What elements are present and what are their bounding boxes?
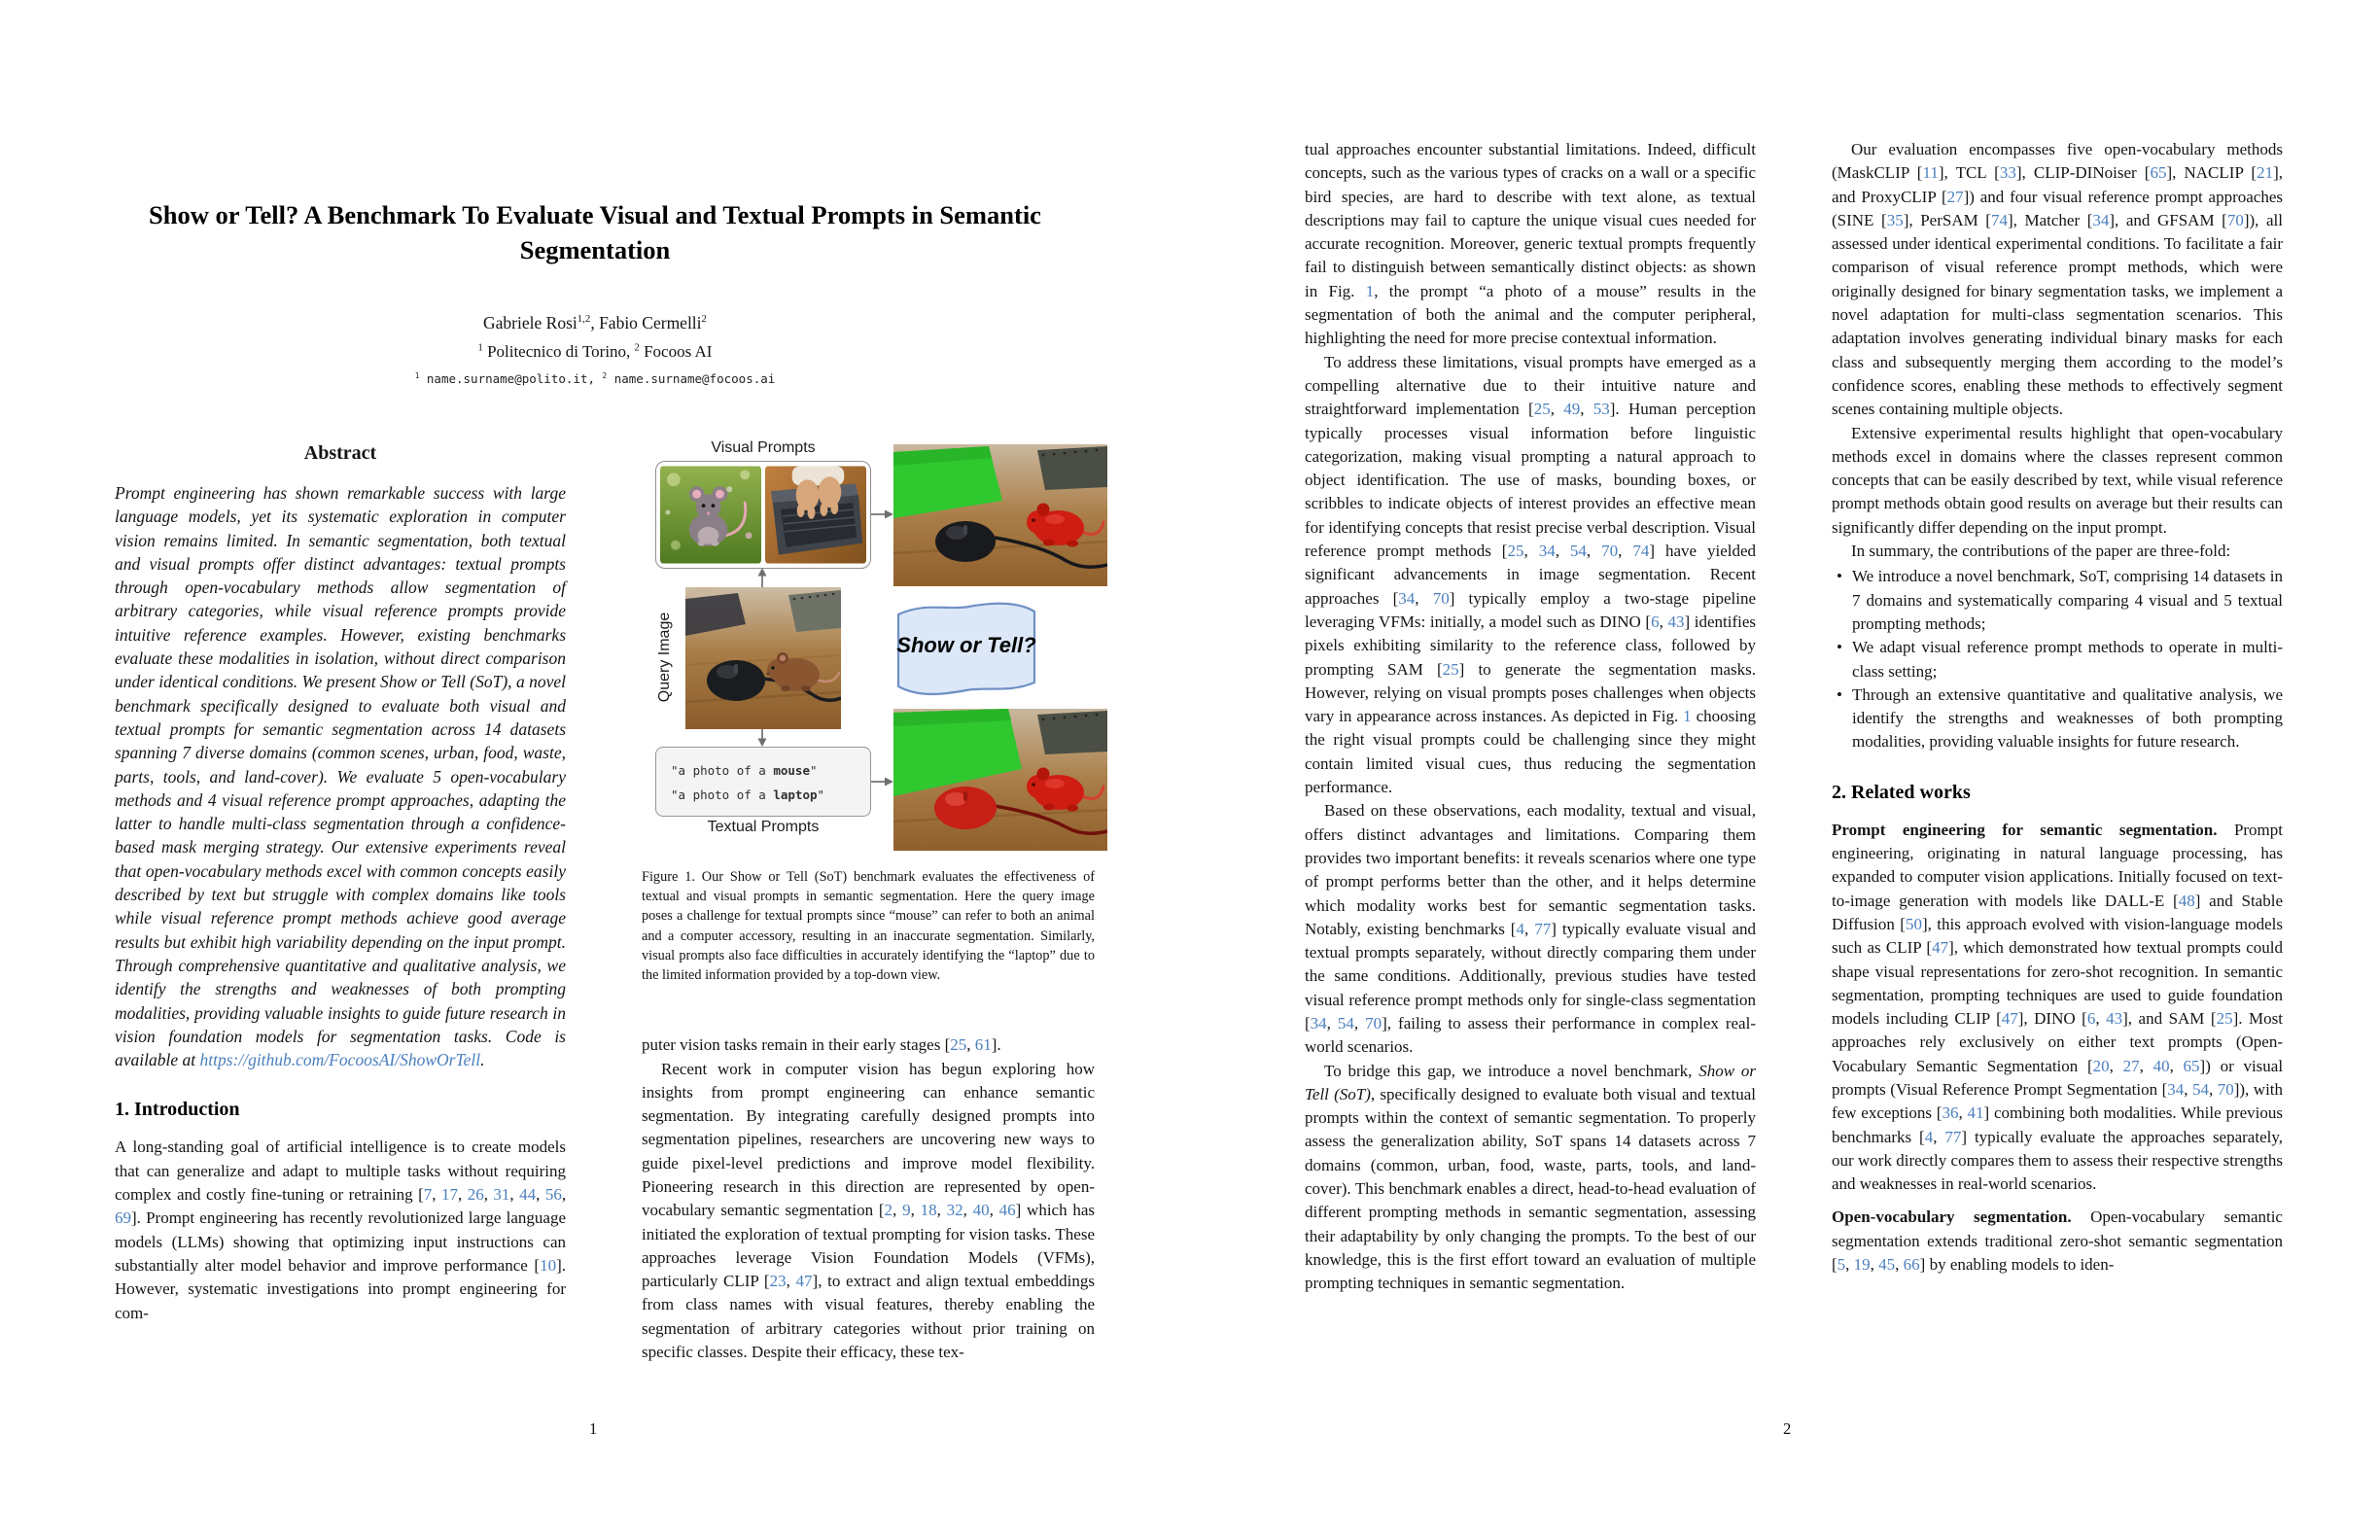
textual-prompts-box: [655, 747, 871, 817]
related-paragraph-open-vocabulary: Open-vocabulary segmentation. Open-vocabulary semantic segmentation extends traditional zero-shot semantic segmentation [5, 19, 45, 66] by enabling models to iden-: [1832, 1208, 2283, 1275]
citation-ref[interactable]: 1: [1365, 281, 1375, 300]
textual-prompt-result-image: [893, 709, 1107, 851]
citation-ref[interactable]: 25: [2216, 1009, 2233, 1029]
citation-ref[interactable]: 10: [540, 1255, 557, 1275]
citation-ref[interactable]: 45: [1878, 1255, 1896, 1275]
body-paragraph-recent-work: Recent work in computer vision has begun exploring how insights from prompt engineering can enhance semantic segmentation. By integrating carefully designed prompts into segmentation pipelines, researchers are uncovering new ways to guide pixel-level predictions and improve model flexibility. Pioneering research in this direction are represented by open-vocabulary semantic segmentation [2, 9, 18, 32, 40, 46] which has initiated the exploration of textual prompting for vision tasks. These approaches leverage Vision Foundation Models (VFMs), particularly CLIP [23, 47], to extract and align textual embeddings from class names with visual features, thereby enabling the segmentation of arbitrary categories without prior training on specific classes. Despite their efficacy, these tex-: [642, 1059, 1096, 1362]
citation-ref[interactable]: 17: [441, 1185, 458, 1205]
citation-ref[interactable]: 65: [2150, 163, 2167, 183]
citation-ref[interactable]: 32: [946, 1201, 963, 1220]
citation-ref[interactable]: 50: [1905, 914, 1922, 933]
figure-caption: Figure 1. Our Show or Tell (SoT) benchmark evaluates the effectiveness of textual and visual prompts in semantic segmentation. Here the query image poses a challenge for textual prompts since “mouse” can refer to both an animal and a computer accessory, resulting in an inaccurate segmentation. Similarly, visual prompts also face difficulties in accurately identifying the “laptop” due to the limited information provided by a top-down view.: [642, 869, 1095, 984]
citation-ref[interactable]: 74: [1632, 542, 1650, 561]
citation-ref[interactable]: 6: [1651, 612, 1660, 631]
body-paragraph-limitations: tual approaches encounter substantial limitations. Indeed, difficult concepts, such as the various types of cracks on a wall or a specific bird species, are hard to describe with text alone, as textual descriptions may fail to capture the unique visual cues needed for accurate recognition. Moreover, generic textual prompts frequently fail to distinguish between semantically distinct objects: as shown in Fig. 1, the prompt “a photo of a mouse” results in the segmentation of both the animal and the computer peripheral, highlighting the need for more precise contextual information.: [1305, 140, 1756, 348]
citation-ref[interactable]: 27: [2122, 1056, 2140, 1075]
paper-page-2: [1190, 0, 2380, 1540]
body-paragraph-contributions-intro: In summary, the contributions of the paper are three-fold:: [1851, 542, 2231, 561]
body-paragraph-visual-prompts: To address these limitations, visual prompts have emerged as a compelling alternative due to their intuitive nature and straightforward implementation [25, 49, 53]. Human perception typically processes visual information before linguistic categorization, making visual prompting a natural approach to object identification. The use of masks, bounding boxes, or scribbles to indicate objects of interest provides an effective mean for identifying concepts that resist precise verbal description. Visual reference prompt methods [25, 34, 54, 70, 74] have yielded significant advancements in image segmentation. Recent approaches [34, 70] typically employ a two-stage pipeline leveraging VFMs: initially, a model such as DINO [6, 43] identifies pixels exhibiting similarity to the reference class, followed by prompting SAM [25] to generate the segmentation masks. However, relying on visual prompts poses challenges when objects vary in appearance across instances. As depicted in Fig. 1 choosing the right visual prompts could be challenging since they might contain limited visual cues, thus reducing the segmentation performance.: [1305, 352, 1757, 797]
citation-ref[interactable]: 41: [1967, 1103, 1984, 1123]
abstract-heading: Abstract: [303, 442, 377, 464]
citation-ref[interactable]: 27: [1946, 187, 1964, 206]
citation-ref[interactable]: 11: [1922, 163, 1939, 183]
paper-title: Show or Tell? A Benchmark To Evaluate Visual and Textual Prompts in Semantic Segmentation: [149, 200, 1041, 264]
citation-ref[interactable]: 70: [1432, 588, 1450, 608]
citation-ref[interactable]: 56: [544, 1185, 562, 1205]
citation-ref[interactable]: 70: [2226, 210, 2244, 229]
arrow-visual-to-result: [871, 508, 893, 520]
arrow-query-to-visual: [756, 568, 768, 587]
visual-prompt-animal-mouse-image: [660, 466, 761, 564]
contribution-item-3: • Through an extensive quantitative and qualitative analysis, we identify the strengths and weaknesses of both prompting modalities, providing valuable insights for future research.: [1832, 683, 2283, 754]
body-paragraph-results: Extensive experimental results highlight that open-vocabulary methods excel in domains where the classes represent common concepts that can be easily described by text, while visual reference prompt methods obtain good results on average but their results can significantly differ depending on the input prompt.: [1832, 423, 2283, 537]
visual-prompt-laptop-image: [765, 466, 866, 564]
contributions-list: [1832, 565, 2283, 753]
citation-ref[interactable]: 54: [1569, 542, 1587, 561]
citation-ref[interactable]: 77: [1944, 1127, 1962, 1146]
related-works-heading: 2. Related works: [1832, 781, 1971, 803]
citation-ref[interactable]: 36: [1942, 1103, 1959, 1123]
visual-prompt-result-image: [893, 444, 1107, 586]
citation-ref[interactable]: 25: [950, 1035, 967, 1055]
body-paragraph-bridge-gap: To bridge this gap, we introduce a novel benchmark, Show or Tell (SoT), specifically designed to evaluate both visual and textual prompts within the context of semantic segmentation. To properly assess the generalization ability, SoT spans 14 datasets across 7 domains (common, urban, food, waste, parts, tools, and land-cover). This benchmark enables a direct, head-to-head evaluation of different prompting methods in semantic segmentation, assessing their adaptability by only changing the prompts. To the best of our knowledge, this is the first effort toward an evaluation of multiple prompting techniques in semantic segmentation.: [1305, 1061, 1756, 1293]
citation-ref[interactable]: 7: [423, 1185, 433, 1205]
visual-prompts-label: Visual Prompts: [711, 439, 816, 456]
citation-ref[interactable]: 9: [902, 1201, 911, 1220]
citation-ref[interactable]: 5: [1837, 1255, 1846, 1275]
citation-ref[interactable]: 54: [2192, 1079, 2209, 1099]
citation-ref[interactable]: 46: [998, 1201, 1016, 1220]
citation-ref[interactable]: 49: [1563, 400, 1581, 419]
citation-ref[interactable]: 25: [1533, 400, 1551, 419]
textual-prompt-mouse: "a photo of a mouse": [671, 763, 818, 778]
citation-ref[interactable]: 31: [493, 1185, 510, 1205]
citation-ref[interactable]: 34: [1310, 1013, 1327, 1032]
citation-ref[interactable]: 47: [795, 1272, 813, 1291]
citation-ref[interactable]: 66: [1903, 1255, 1920, 1275]
citation-ref[interactable]: 47: [2001, 1009, 2018, 1029]
citation-ref[interactable]: 48: [2178, 891, 2195, 910]
citation-ref[interactable]: 33: [1999, 163, 2016, 183]
show-or-tell-text: Show or Tell?: [896, 633, 1036, 657]
body-paragraph-observations: Based on these observations, each modality, textual and visual, offers distinct advantages and limitations. Comparing them provides two important benefits: it reveals scenarios where one type of prompt performs better than the other, and it helps determine which modality works best for semantic segmentation tasks. Notably, existing benchmarks [4, 77] typically evaluate visual and textual prompts separately, without directly comparing them under the same conditions. Additionally, previous studies have tested visual reference prompt methods only for single-class segmentation [34, 54, 70], failing to assess their performance in complex real-world scenarios.: [1305, 801, 1757, 1057]
body-paragraph-continuation: puter vision tasks remain in their early stages [25, 61].: [642, 1035, 1001, 1055]
citation-ref[interactable]: 70: [1365, 1013, 1382, 1032]
citation-ref[interactable]: 43: [1667, 612, 1685, 631]
citation-ref[interactable]: 47: [1932, 938, 1949, 958]
abstract-paragraph: Prompt engineering has shown remarkable success with large language models, yet its systematic exploration in computer vision remains limited. In semantic segmentation, both textual and visual prompts offer distinct advantages: textual prompts through open-vocabulary methods allow segmentation of arbitrary categories, while visual reference prompts provide intuitive reference examples. However, existing benchmarks evaluate these modalities in isolation, without direct comparison under identical conditions. We present Show or Tell (SoT), a novel benchmark specifically designed to evaluate both visual and textual prompts for semantic segmentation across 14 datasets spanning 7 diverse domains (common scenes, urban, food, waste, parts, tools, and land-cover). We evaluate 5 open-vocabulary methods and 4 visual reference prompt approaches, adapting the latter to handle multi-class segmentation through a confidence-based mask merging strategy. Our extensive experiments reveal that open-vocabulary methods excel with common concepts easily described by text but struggle with complex domains like tools while visual reference prompt methods achieve good average results but exhibit high variability depending on the input prompt. Through comprehensive quantitative and qualitative analysis, we identify the strengths and weaknesses of both prompting modalities, providing valuable insights to guide future research in vision foundation models for segmentation tasks. Code is available at https://github.com/FocoosAI/ShowOrTell.: [115, 483, 566, 1070]
textual-prompts-label: Textual Prompts: [707, 819, 820, 835]
citation-ref[interactable]: 20: [2092, 1056, 2110, 1075]
page2-column-left: [1305, 138, 1756, 1296]
contribution-item-1: • We introduce a novel benchmark, SoT, comprising 14 datasets in 7 domains and systematically comparing 4 visual and 5 textual prompting methods;: [1832, 565, 2283, 636]
introduction-heading: 1. Introduction: [115, 1099, 240, 1121]
textual-prompt-laptop: "a photo of a laptop": [671, 788, 825, 802]
citation-ref[interactable]: 43: [2106, 1009, 2123, 1029]
citation-ref[interactable]: 34: [2092, 210, 2110, 229]
citation-ref[interactable]: 34: [2167, 1079, 2185, 1099]
github-link[interactable]: https://github.com/FocoosAI/ShowOrTell: [199, 1050, 481, 1070]
citation-ref[interactable]: 35: [1886, 210, 1904, 229]
body-paragraph-evaluation: Our evaluation encompasses five open-vocabulary methods (MaskCLIP [11], TCL [33], CLIP-DINoiser [65], NACLIP [21], and ProxyCLIP [27]) and four visual reference prompt approaches (SINE [35], PerSAM [74], Matcher [34], and GFSAM [70]), all assessed under identical experimental conditions. To facilitate a fair comparison of visual reference prompt methods, which were originally designed for binary segmentation tasks, we implement a novel adaptation for multi-class segmentation scenarios. This adaptation involves generating individual binary masks for each class and subsequently merging them according to the model’s confidence scores, enabling these methods to effectively segment scenes containing multiple objects.: [1832, 140, 2284, 419]
affiliation-line: $^1$ Politecnico di Torino, $^2$ Focoos AI: [477, 342, 713, 361]
page-number-1: 1: [589, 1419, 598, 1438]
citation-ref[interactable]: 4: [1924, 1127, 1934, 1146]
citation-ref[interactable]: 19: [1853, 1255, 1871, 1275]
citation-ref[interactable]: 1: [1683, 707, 1692, 726]
citation-ref[interactable]: 2: [884, 1201, 893, 1220]
figure-1: [642, 439, 1110, 859]
page-number-2: 2: [1783, 1419, 1792, 1438]
citation-ref[interactable]: 18: [920, 1201, 937, 1220]
visual-prompts-box: [655, 461, 871, 569]
citation-ref[interactable]: 70: [1601, 542, 1619, 561]
citation-ref[interactable]: 44: [519, 1185, 537, 1205]
citation-ref[interactable]: 40: [2152, 1056, 2170, 1075]
email-line: $^1$ name.surname@polito.it, $^2$ name.surname@focoos.ai: [414, 370, 776, 386]
intro-paragraph: A long-standing goal of artificial intelligence is to create models that can generalize and adapt to multiple tasks without requiring complex and costly fine-tuning or retraining [7, 17, 26, 31, 44, 56, 69]. Prompt engineering has recently revolutionized large language models (LLMs) showing that optimizing input instructions can substantially alter model behavior and improve performance [10]. However, systematic investigations into prompt engineering for com-: [115, 1138, 567, 1322]
citation-ref[interactable]: 40: [972, 1201, 990, 1220]
citation-ref[interactable]: 26: [467, 1185, 484, 1205]
arrow-textual-to-result: [871, 776, 893, 788]
citation-ref[interactable]: 53: [1592, 400, 1610, 419]
citation-ref[interactable]: 74: [1990, 210, 2008, 229]
citation-ref[interactable]: 70: [2217, 1079, 2234, 1099]
citation-ref[interactable]: 69: [115, 1208, 131, 1228]
arrow-query-to-textual: [756, 729, 768, 747]
contribution-item-2: • We adapt visual reference prompt methods to operate in multi-class setting;: [1832, 636, 2283, 683]
citation-ref[interactable]: 25: [1507, 542, 1524, 561]
citation-ref[interactable]: 61: [974, 1035, 992, 1055]
citation-ref[interactable]: 4: [1516, 919, 1524, 938]
query-image-label: Query Image: [656, 612, 673, 703]
page2-column-right: [1832, 138, 2283, 1277]
related-paragraph-prompt-engineering: Prompt engineering for semantic segmentation. Prompt engineering, originating in natural language processing, has expanded to computer vision applications. Initially focused on text-to-image generation with models like DALL-E [48] and Stable Diffusion [50], this approach evolved with vision-language models such as CLIP [47], which demonstrated how textual prompts could shape visual representations for zero-shot recognition. In semantic segmentation, prompting techniques are used to guide foundation models including CLIP [47], DINO [6, 43], and SAM [25]. Most approaches rely exclusively on either text prompts (Open-Vocabulary Semantic Segmentation [20, 27, 40, 65]) or visual prompts (Visual Reference Prompt Segmentation [34, 54, 70]), with few exceptions [36, 41] combining both modalities. While previous benchmarks [4, 77] typically evaluate the approaches separately, our work directly compares them to assess their respective strengths and weaknesses in real-world scenarios.: [1832, 820, 2284, 1194]
citation-ref[interactable]: 77: [1534, 919, 1552, 938]
page1-column-left: [115, 442, 566, 1325]
citation-ref[interactable]: 23: [769, 1272, 787, 1291]
author-line: Gabriele Rosi$^{1,2}$, Fabio Cermelli$^2$: [483, 313, 707, 332]
citation-ref[interactable]: 54: [1337, 1013, 1354, 1032]
citation-ref[interactable]: 6: [2086, 1009, 2096, 1029]
citation-ref[interactable]: 65: [2183, 1056, 2200, 1075]
citation-ref[interactable]: 34: [1398, 588, 1416, 608]
citation-ref[interactable]: 34: [1538, 542, 1556, 561]
citation-ref[interactable]: 21: [2257, 163, 2274, 183]
show-or-tell-flag: [889, 595, 1044, 696]
query-image: [685, 587, 841, 729]
citation-ref[interactable]: 25: [1442, 659, 1459, 679]
page1-column-right: [642, 439, 1095, 1364]
